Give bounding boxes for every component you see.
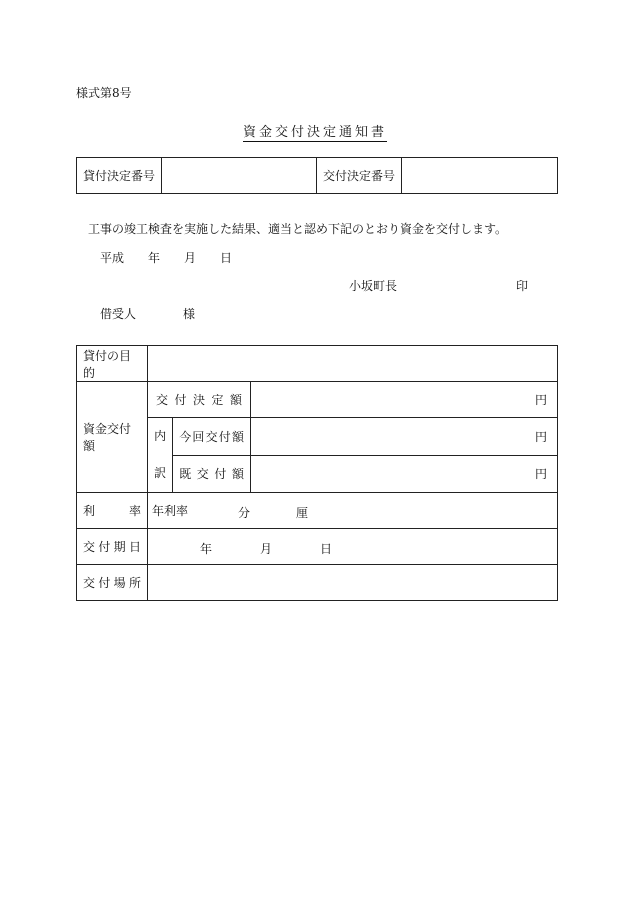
period-label	[77, 529, 148, 565]
purpose-field[interactable]	[148, 346, 558, 382]
recipient-line	[100, 305, 196, 322]
place-label-text: 交付場所	[83, 576, 141, 590]
current-amount-field[interactable]	[251, 418, 558, 456]
document-title-text: 資金交付決定通知書	[242, 125, 387, 140]
purpose-label: 貸付の目的	[77, 346, 148, 382]
place-label	[77, 565, 148, 601]
date-month-unit: 月	[184, 251, 197, 265]
loan-decision-number-label: 貸付決定番号	[77, 158, 162, 194]
current-amount-label	[173, 418, 251, 456]
interest-label-text: 利率	[83, 504, 141, 518]
date-day-unit: 日	[220, 251, 233, 265]
date-year-unit: 年	[148, 251, 161, 265]
period-label-text: 交付期日	[83, 540, 141, 554]
date-era: 平成	[100, 251, 125, 265]
grant-detail-table	[76, 345, 558, 601]
breakdown-label-top: 内	[154, 429, 167, 443]
previous-amount-yen: 円	[534, 467, 547, 482]
header-number-table	[76, 157, 558, 194]
decided-amount-label-text: 交付決定額	[156, 393, 242, 407]
period-day-unit: 日	[320, 542, 333, 556]
period-year-unit: 年	[200, 542, 213, 556]
issuer-name: 小坂町長	[349, 279, 398, 293]
current-amount-yen: 円	[534, 429, 547, 444]
period-month-unit: 月	[260, 542, 273, 556]
previous-amount-field[interactable]	[251, 455, 558, 493]
grant-amount-label: 資金交付額	[77, 382, 148, 493]
loan-decision-number-field[interactable]	[162, 158, 317, 194]
notice-body-text: 工事の竣工検査を実施した結果、適当と認め下記のとおり資金を交付します。	[88, 222, 508, 236]
annual-rate-label: 年利率	[152, 504, 189, 518]
seal-mark: 印	[516, 279, 529, 293]
current-amount-label-text: 今回交付額	[179, 429, 244, 444]
document-title	[0, 121, 630, 140]
period-field[interactable]	[148, 529, 558, 565]
breakdown-label-bottom: 訳	[154, 466, 167, 480]
decided-amount-field[interactable]	[251, 382, 558, 418]
form-number: 様式第8号	[76, 86, 132, 100]
grant-decision-number-label: 交付決定番号	[317, 158, 402, 194]
rin-unit: 厘	[296, 506, 309, 520]
previous-amount-label	[173, 455, 251, 493]
place-field[interactable]	[148, 565, 558, 601]
recipient-honorific: 様	[183, 307, 196, 321]
previous-amount-label-text: 既交付額	[179, 467, 244, 482]
recipient-label: 借受人	[100, 307, 137, 321]
issuer-line	[349, 277, 529, 294]
grant-decision-number-field[interactable]	[402, 158, 558, 194]
bu-unit: 分	[238, 506, 251, 520]
decided-amount-yen: 円	[534, 393, 547, 407]
breakdown-label	[148, 418, 173, 493]
interest-field[interactable]	[148, 493, 558, 529]
interest-label	[77, 493, 148, 529]
decided-amount-label	[148, 382, 251, 418]
